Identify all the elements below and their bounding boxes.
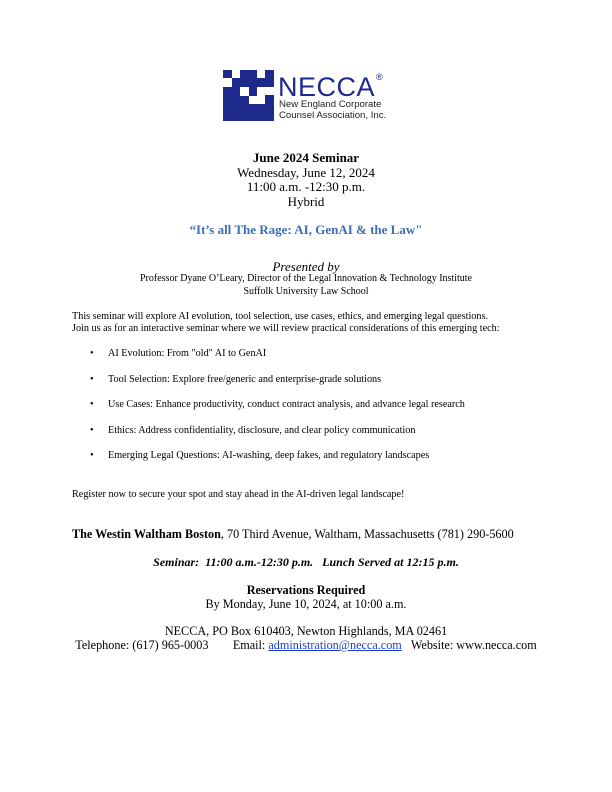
seminar-time-range: 11:00 a.m. -12:30 p.m. xyxy=(246,179,366,194)
list-item: • Use Cases: Enhance productivity, conduct contract analysis, and advance legal research xyxy=(90,399,465,410)
list-item: • AI Evolution: From "old" AI to GenAI xyxy=(90,348,267,359)
logo-subtitle: New England Corporate Counsel Association, Inc. xyxy=(279,99,387,121)
presenter-info xyxy=(0,273,612,298)
contact-line xyxy=(0,638,612,652)
logo-name: NECCA® xyxy=(278,72,384,102)
contact-website: Website: www.necca.com xyxy=(410,638,537,652)
list-item: • Ethics: Address confidentiality, disclosure, and clear policy communication xyxy=(90,424,416,436)
contact-info xyxy=(0,624,612,652)
seminar-header xyxy=(0,151,612,209)
bullet-icon: • xyxy=(90,373,94,385)
venue-line xyxy=(72,527,514,542)
presented-by: Presented by xyxy=(272,259,340,274)
reservations xyxy=(0,583,612,611)
seminar-format: Hybrid xyxy=(287,193,325,209)
bullet-icon: • xyxy=(90,348,94,359)
seminar-title: “It’s all The Rage: AI, GenAI & the Law" xyxy=(189,222,423,237)
venue-address: , 70 Third Avenue, Waltham, Massachusetts (781) 290-5600 xyxy=(220,527,514,541)
topic-list xyxy=(90,348,560,476)
seminar-label: June 2024 Seminar xyxy=(252,150,360,165)
contact-address: NECCA, PO Box 610403, Newton Highlands, MA 02461 xyxy=(164,624,448,638)
email-link[interactable]: administration@necca.com xyxy=(268,638,402,652)
reservations-deadline: By Monday, June 10, 2024, at 10:00 a.m. xyxy=(205,597,407,611)
bullet-icon: • xyxy=(90,450,94,461)
presenter-name: Professor Dyane O’Leary, Director of the Legal Innovation & Technology Institute xyxy=(140,273,472,284)
email-label: Email: xyxy=(232,638,266,652)
list-item: • Emerging Legal Questions: AI-washing, deep fakes, and regulatory landscapes xyxy=(90,450,430,461)
intro-paragraph: This seminar will explore AI evolution, tool selection, use cases, ethics, and emerging legal questions. Join us as for an interactive seminar where we will review practical considerations of this emerging tech: xyxy=(72,311,500,335)
venue-name: The Westin Waltham Boston xyxy=(72,527,221,541)
contact-telephone: Telephone: (617) 965-0003 xyxy=(75,638,209,652)
reservations-title: Reservations Required xyxy=(246,583,366,597)
seminar-date: Wednesday, June 12, 2024 xyxy=(237,164,375,180)
bullet-icon: • xyxy=(90,424,94,436)
necca-logo-mark xyxy=(223,70,274,121)
list-item: • Tool Selection: Explore free/generic and enterprise-grade solutions xyxy=(90,373,382,385)
bullet-icon: • xyxy=(90,399,94,410)
necca-logo xyxy=(223,70,393,126)
register-text: Register now to secure your spot and stay ahead in the AI-driven legal landscape! xyxy=(72,489,405,500)
presenter-school: Suffolk University Law School xyxy=(243,285,369,297)
seminar-schedule: Seminar: 11:00 a.m.-12:30 p.m. Lunch Served at 12:15 p.m. xyxy=(153,555,459,569)
